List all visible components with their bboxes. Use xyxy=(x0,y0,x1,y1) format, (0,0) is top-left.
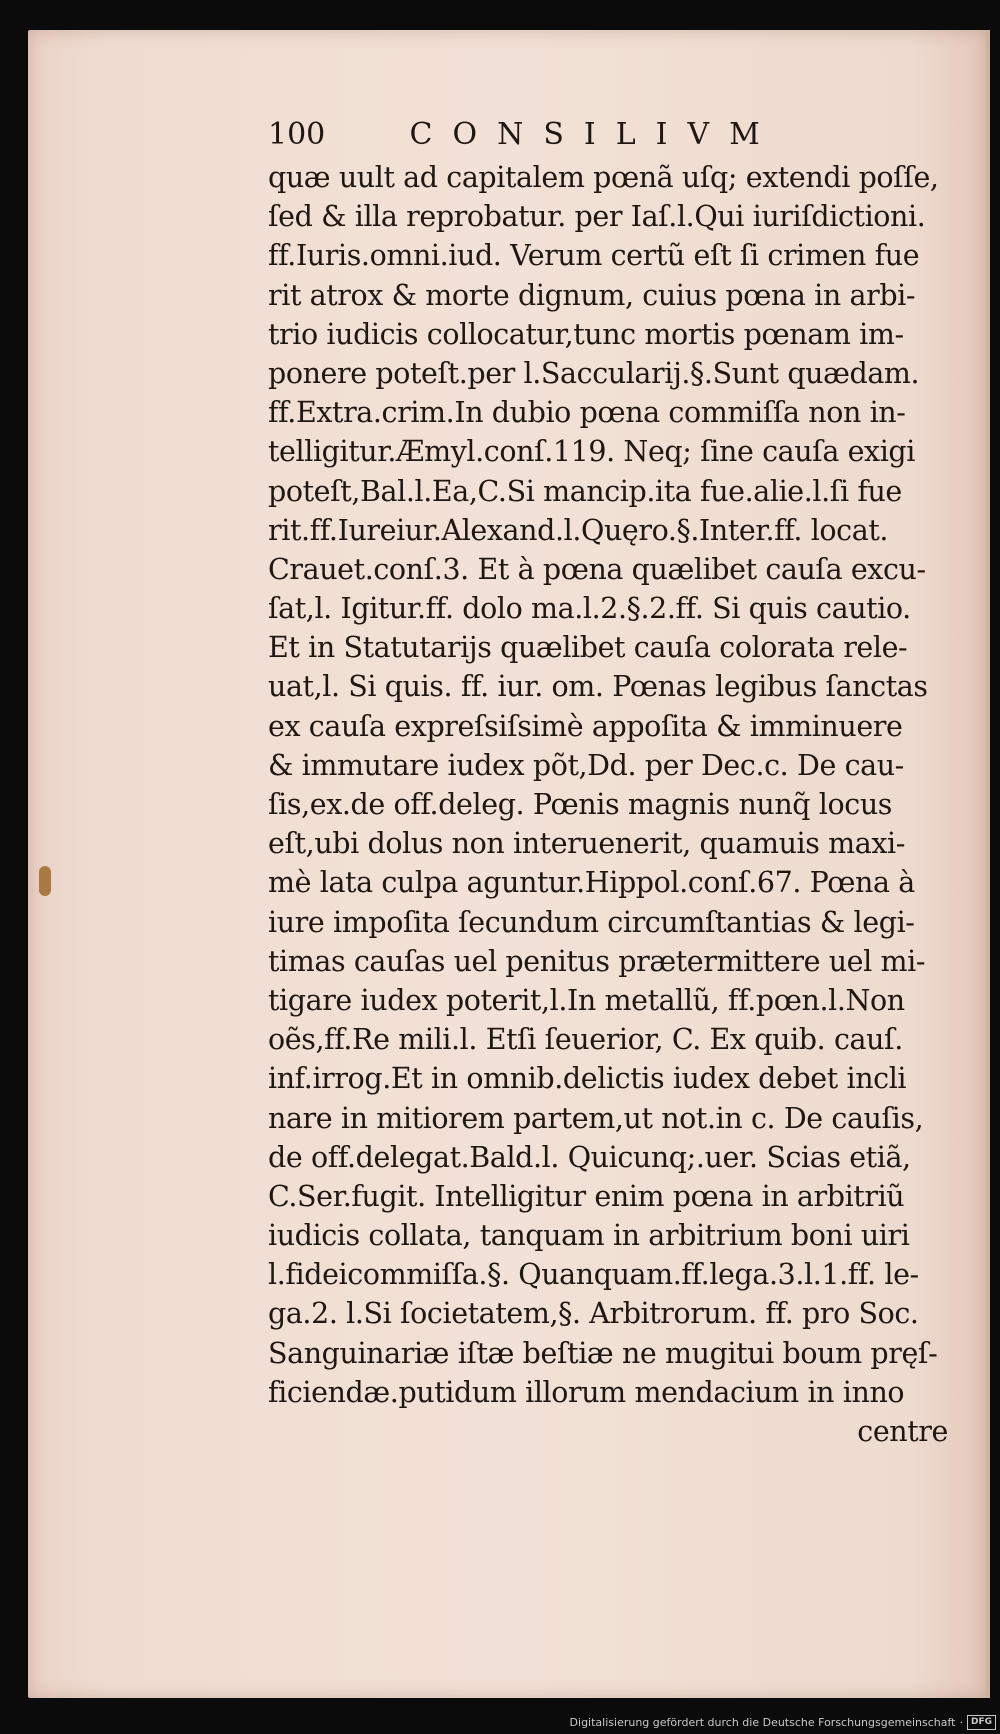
running-head xyxy=(268,112,962,158)
text-line: ff.Extra.crim.In dubio pœna commiſſa non in- xyxy=(268,396,906,430)
text-line: & immutare iudex põt,Dd. per Dec.c. De cau- xyxy=(268,748,904,782)
text-line: iudicis collata, tanquam in arbitrium boni uiri xyxy=(268,1219,910,1253)
text-line: Et in Statutarijs quælibet cauſa colorata rele- xyxy=(268,631,908,665)
page-number: 100 xyxy=(268,117,326,152)
footer-text: Digitalisierung gefördert durch die Deutsche Forschungsgemeinschaft xyxy=(569,1716,956,1729)
text-line: uat,l. Si quis. ff. iur. om. Pœnas legibus ſanctas xyxy=(268,670,928,704)
text-line: telligitur.Æmyl.conſ.119. Neq; ſine cauſa exigi xyxy=(268,435,915,469)
text-line: ga.2. l.Si ſocietatem,§. Arbitrorum. ff. pro Soc. xyxy=(268,1297,919,1331)
catchword: centre xyxy=(857,1415,948,1442)
text-line: inf.irrog.Et in omnib.delictis iudex debet incli xyxy=(268,1062,907,1096)
text-line: C.Ser.fugit. Intelligitur enim pœna in arbitriũ xyxy=(268,1179,905,1213)
text-line: poteſt,Bal.l.Ea,C.Si mancip.ita fue.alie.l.ſi fue xyxy=(268,474,902,508)
text-lines xyxy=(268,158,962,1412)
text-line: de off.delegat.Bald.l. Quicunq;.uer. Scias etiã, xyxy=(268,1140,911,1174)
text-line: ſat,l. Igitur.ff. dolo ma.l.2.§.2.ff. Si quis cautio. xyxy=(268,592,911,626)
text-line: nare in mitiorem partem,ut not.in c. De cauſis, xyxy=(268,1101,924,1135)
text-line: l.fideicommiſſa.§. Quanquam.ff.lega.3.l.1.ff. le- xyxy=(268,1258,919,1292)
text-line: rit atrox & morte dignum, cuius pœna in arbi- xyxy=(268,278,916,312)
page-edge xyxy=(986,30,990,1698)
ink-stain xyxy=(39,866,51,896)
digitization-footer: Digitalisierung gefördert durch die Deutsche Forschungsgemeinschaft · DFG xyxy=(570,1715,996,1730)
text-line: timas cauſas uel penitus prætermittere uel mi- xyxy=(268,944,926,978)
text-line: eſt,ubi dolus non interuenerit, quamuis maxi- xyxy=(268,827,905,861)
text-line: ſed & illa reprobatur. per Iaſ.l.Qui iuriſdictioni. xyxy=(268,200,926,234)
text-line: ex cauſa expreſsiſsimè appoſita & imminuere xyxy=(268,709,903,743)
text-line: Crauet.conſ.3. Et à pœna quælibet cauſa excu- xyxy=(268,552,926,586)
text-block xyxy=(268,112,962,1442)
text-line: tigare iudex poterit,l.In metallũ, ff.pœn.l.Non xyxy=(268,983,905,1017)
text-line: ff.Iuris.omni.iud. Verum certũ eſt ſi crimen fue xyxy=(268,239,920,273)
text-line: oẽs,ff.Re mili.l. Etſi ſeuerior, C. Ex quib. cauſ. xyxy=(268,1023,903,1057)
running-title: CONSILIVM xyxy=(409,117,780,152)
dfg-logo-icon: DFG xyxy=(967,1715,996,1730)
text-line: ſis,ex.de off.deleg. Pœnis magnis nunq̃ locus xyxy=(268,788,893,821)
text-line: mè lata culpa aguntur.Hippol.conſ.67. Pœna à xyxy=(268,866,915,900)
text-line: trio iudicis collocatur,tunc mortis pœnam im- xyxy=(268,317,904,351)
text-line: rit.ff.Iureiur.Alexand.l.Quęro.§.Inter.ff. locat. xyxy=(268,513,889,547)
text-line: Sanguinariæ iſtæ beſtiæ ne mugitui boum pręſ- xyxy=(268,1336,938,1370)
text-line: iure impoſita ſecundum circumſtantias & legi- xyxy=(268,905,915,939)
text-line: quæ uult ad capitalem pœnã uſq; extendi poſſe, xyxy=(268,161,939,194)
text-line: ponere poteſt.per l.Saccularij.§.Sunt quædam. xyxy=(268,356,920,390)
text-line: ficiendæ.putidum illorum mendacium in inno xyxy=(268,1375,905,1409)
